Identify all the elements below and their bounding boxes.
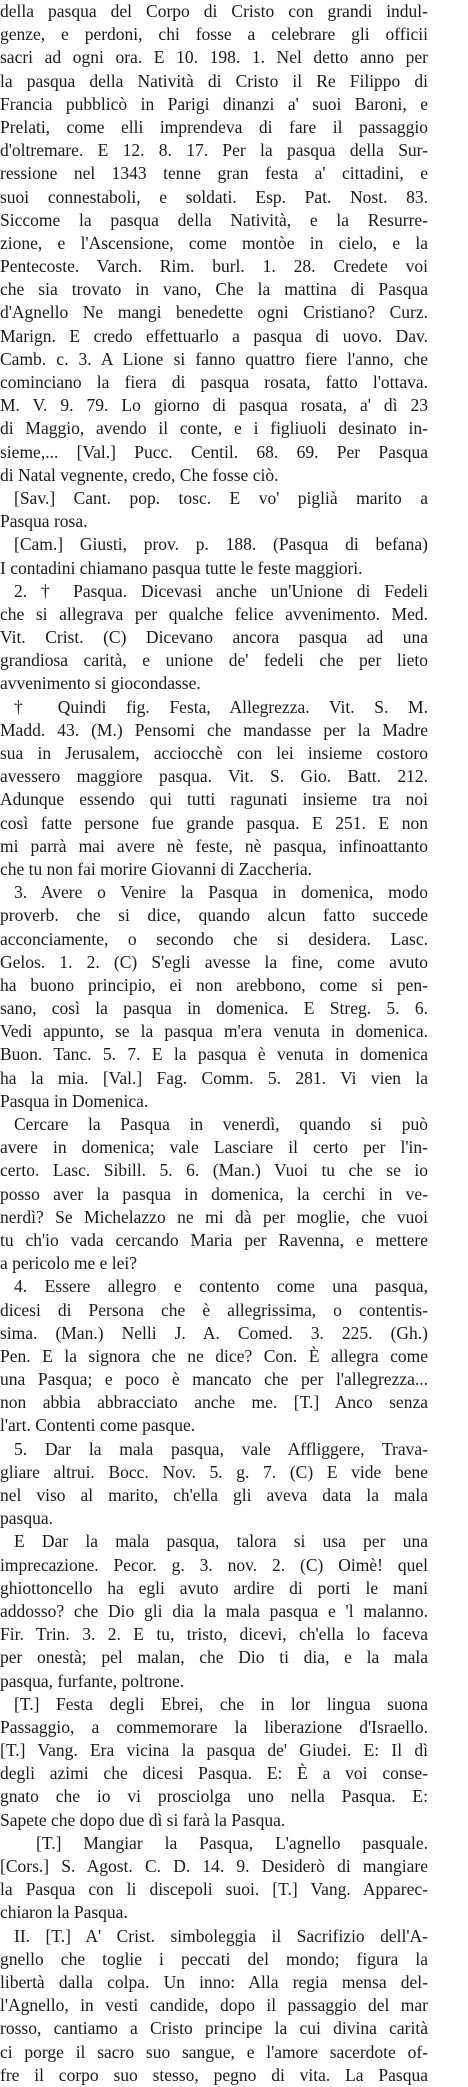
text-line: † Quindi fig. Festa, Allegrezza. Vit. S. M. — [14, 696, 428, 717]
text-line: sima. (Man.) Nelli J. A. Comed. 3. 225. (Gh.) — [0, 1322, 428, 1343]
text-line: E Dar la mala pasqua, talora si usa per una — [14, 1531, 428, 1552]
text-line: 3. Avere o Venire la Pasqua in domenica, modo — [14, 882, 428, 903]
text-line: Vit. Crist. (C) Dicevano ancora pasqua ad una — [0, 627, 428, 648]
text-line: per onestà; pel malan, che Dio ti dia, e la mala — [0, 1647, 428, 1668]
text-line: M. V. 9. 79. Lo giorno di pasqua rosata, a' dì 23 — [0, 395, 428, 416]
text-line: Madd. 43. (M.) Pensomi che mandasse per la Madre — [0, 719, 428, 740]
text-line: mi parrà mai avere nè feste, nè pasqua, infinoattanto — [0, 835, 428, 856]
text-line: Prelati, come elli imprendeva di fare il passaggio — [0, 116, 428, 137]
text-line: la pasqua della Natività di Cristo il Re Filippo di — [0, 70, 428, 91]
text-line: [T.] Mangiar la Pasqua, L'agnello pasquale. — [36, 1832, 428, 1853]
text-line: dicesi di Persona che è allegrissima, o contentis- — [0, 1299, 428, 1320]
text-line: Sapete che dopo due dì si farà la Pasqua. — [0, 1809, 286, 1830]
text-line: così fatte persone fue grande pasqua. E 251. E non — [0, 812, 428, 833]
text-line: [Sav.] Cant. pop. tosc. E vo' piglià marito a — [14, 487, 428, 508]
text-line: suoi connestaboli, e soldati. Esp. Pat. Nost. 83. — [0, 186, 428, 207]
text-line: genze, e perdoni, chi fosse a celebrare gli officii — [0, 24, 428, 45]
text-line: Siccome la pasqua della Natività, e la Resurre- — [0, 209, 428, 230]
text-line: sua in Jerusalem, acciocchè con lei insieme costoro — [0, 743, 428, 763]
text-line: della pasqua del Corpo di Cristo con grandi indul- — [0, 1, 428, 21]
text-line: Pasqua rosa. — [0, 511, 88, 532]
text-line: Pasqua in Domenica. — [0, 1090, 149, 1111]
text-line: che si allegrava per qualche felice avvenimento. Med. — [0, 603, 428, 624]
text-line: 2. † Pasqua. Dicevasi anche un'Unione di Fedeli — [14, 580, 428, 601]
text-line: sacri ad ogni ora. E 10. 198. 1. Nel detto anno per — [0, 47, 428, 68]
text-line: gnato che io vi prosciolga uno nella Pasqua. E: — [0, 1786, 428, 1807]
text-line: rosso, cantiamo a Cristo principe la cui divina carità — [0, 2018, 428, 2039]
text-line: pasqua, furfante, poltrone. — [0, 1670, 185, 1691]
text-line: ressione nel 1343 tenne gran festa a' cittadini, e — [0, 163, 428, 184]
text-line: ci porge il sacro suo sangue, e l'amore sacerdote of- — [0, 2041, 428, 2062]
text-line: sieme,... [Val.] Pucc. Centil. 68. 69. Per Pasqua — [0, 441, 428, 462]
text-line: imprecazione. Pecor. g. 3. nov. 2. (C) Oimè! quel — [0, 1554, 428, 1575]
text-line: posso aver la pasqua in domenica, la cerchi in ve- — [0, 1183, 428, 1204]
text-line: che sia trovato in vano, Che la mattina di Pasqua — [0, 279, 428, 300]
text-line: gliare altrui. Bocc. Nov. 5. g. 7. (C) E vide bene — [0, 1461, 428, 1482]
text-line: avere in domenica; vale Lasciare il certo per l'in- — [0, 1137, 428, 1158]
text-line: nel viso al marito, ch'ella gli aveva data la mala — [0, 1485, 428, 1505]
text-line: Passaggio, a commemorare la liberazione d'Israello. — [0, 1716, 428, 1737]
text-line: [Cam.] Giusti, prov. p. 188. (Pasqua di befana) — [14, 534, 428, 555]
text-line: Camb. c. 3. A Lione si fanno quattro fiere l'anno, che — [0, 348, 428, 369]
text-line: Cercare la Pasqua in venerdì, quando si può — [14, 1114, 428, 1134]
text-line: l'Agnello, in vesti candide, dopo il passaggio del mar — [0, 1995, 428, 2016]
text-line: avvenimento si giocondasse. — [0, 673, 201, 694]
text-line: la Pasqua con li discepoli suoi. [T.] Vang. Apparec- — [0, 1879, 428, 1900]
text-line: Marign. E credo effettuarlo a pasqua di uovo. Dav. — [0, 325, 428, 346]
text-line: tu ch'io vada cercando Maria per Ravenna, e mettere — [0, 1229, 428, 1250]
text-line: [T.] Vang. Era vicina la pasqua de' Giudei. E: Il dì — [0, 1740, 428, 1761]
text-line: 5. Dar la mala pasqua, vale Affliggere, Trava- — [14, 1438, 428, 1459]
text-line: Pentecoste. Varch. Rim. burl. 1. 28. Credete voi — [0, 256, 428, 277]
text-line: ha buono principio, ei non arebbono, come si pen- — [0, 974, 428, 995]
text-line: Buon. Tanc. 5. 7. E la pasqua è venuta in domenica — [0, 1044, 428, 1065]
text-line: acconciamente, o secondo che si desidera. Lasc. — [0, 928, 428, 949]
text-line: d'Agnello Ne mangi benedette ogni Cristiano? Curz. — [0, 302, 428, 323]
text-line: a pericolo me e lei? — [0, 1253, 138, 1274]
text-line: di Maggio, avendo il conte, e i figliuoli desinato in- — [0, 418, 428, 439]
text-line: d'oltremare. E 12. 8. 17. Per la pasqua della Sur- — [0, 140, 428, 161]
text-line: zione, e l'Ascensione, come montòe in cielo, e la — [0, 232, 428, 253]
text-line: fre il corpo suo stesso, pegno di vita. La Pasqua — [0, 2064, 428, 2085]
text-line: che tu non fai morire Giovanni di Zaccheria. — [0, 858, 312, 879]
text-line: l'art. Contenti come pasque. — [0, 1415, 196, 1436]
text-line: certo. Lasc. Sibill. 5. 6. (Man.) Vuoi tu che se io — [0, 1160, 428, 1181]
text-line: Pen. E la signora che ne dice? Con. È allegra come — [0, 1345, 428, 1366]
text-line: degli azimi che dicesi Pasqua. E: È a voi conse- — [0, 1763, 428, 1784]
text-line: II. [T.] A' Crist. simboleggia il Sacrifizio dell'A- — [14, 1925, 428, 1946]
text-line: addosso? che Dio gli dia la mala pasqua e 'l malanno. — [0, 1600, 428, 1621]
text-line: libertà dalla colpa. Un inno: Alla regia mensa del- — [0, 1971, 428, 1992]
text-line: una Pasqua; e poco è mancato che per l'allegrezza... — [0, 1369, 428, 1390]
text-line: gnello che toglie i peccati del mondo; figura la — [0, 1948, 428, 1969]
text-line: [T.] Festa degli Ebrei, che in lor lingua suona — [14, 1693, 428, 1714]
text-line: sano, così la pasqua in domenica. E Streg. 5. 6. — [0, 998, 428, 1019]
text-line: Vedi appunto, se la pasqua m'era venuta in domenica. — [0, 1021, 428, 1042]
text-line: proverb. che si dice, quando alcun fatto succede — [0, 905, 428, 926]
text-line: nerdì? Se Michelazzo ne mi dà per moglie, che vuoi — [0, 1206, 428, 1227]
text-line: Francia pubblicò in Parigi dinanzi a' suoi Baroni, e — [0, 93, 428, 114]
text-line: avessero maggiore pasqua. Vit. S. Gio. Batt. 212. — [0, 766, 428, 787]
text-line: cominciano la fiera di pasqua rosata, fatto l'ottava. — [0, 372, 428, 392]
text-line: pasqua. — [0, 1508, 53, 1529]
text-line: Gelos. 1. 2. (C) S'egli avesse la fine, come avuto — [0, 951, 428, 972]
text-line: grandiosa carità, e unione de' fedeli che per lieto — [0, 650, 428, 671]
text-line: ghiottoncello ha egli avuto ardire di porti le mani — [0, 1577, 428, 1598]
text-line: di Natal vegnente, credo, Che fosse ciò. — [0, 464, 279, 485]
text-line: [Cors.] S. Agost. C. D. 14. 9. Desiderò di mangiare — [0, 1856, 428, 1876]
text-line: chiaron la Pasqua. — [0, 1902, 128, 1923]
text-line: Adunque essendo qui tutti ragunati insieme tra noi — [0, 789, 428, 810]
text-line: non abbia abbracciato anche me. [T.] Anco senza — [0, 1392, 428, 1413]
text-line: ha la mia. [Val.] Fag. Comm. 5. 281. Vi vien la — [0, 1067, 428, 1088]
text-line: Fir. Trin. 3. 2. E tu, tristo, dicevi, ch'ella lo faceva — [0, 1624, 428, 1645]
text-line: 4. Essere allegro e contento come una pasqua, — [14, 1276, 428, 1297]
text-line: I contadini chiamano pasqua tutte le feste maggiori. — [0, 557, 363, 578]
